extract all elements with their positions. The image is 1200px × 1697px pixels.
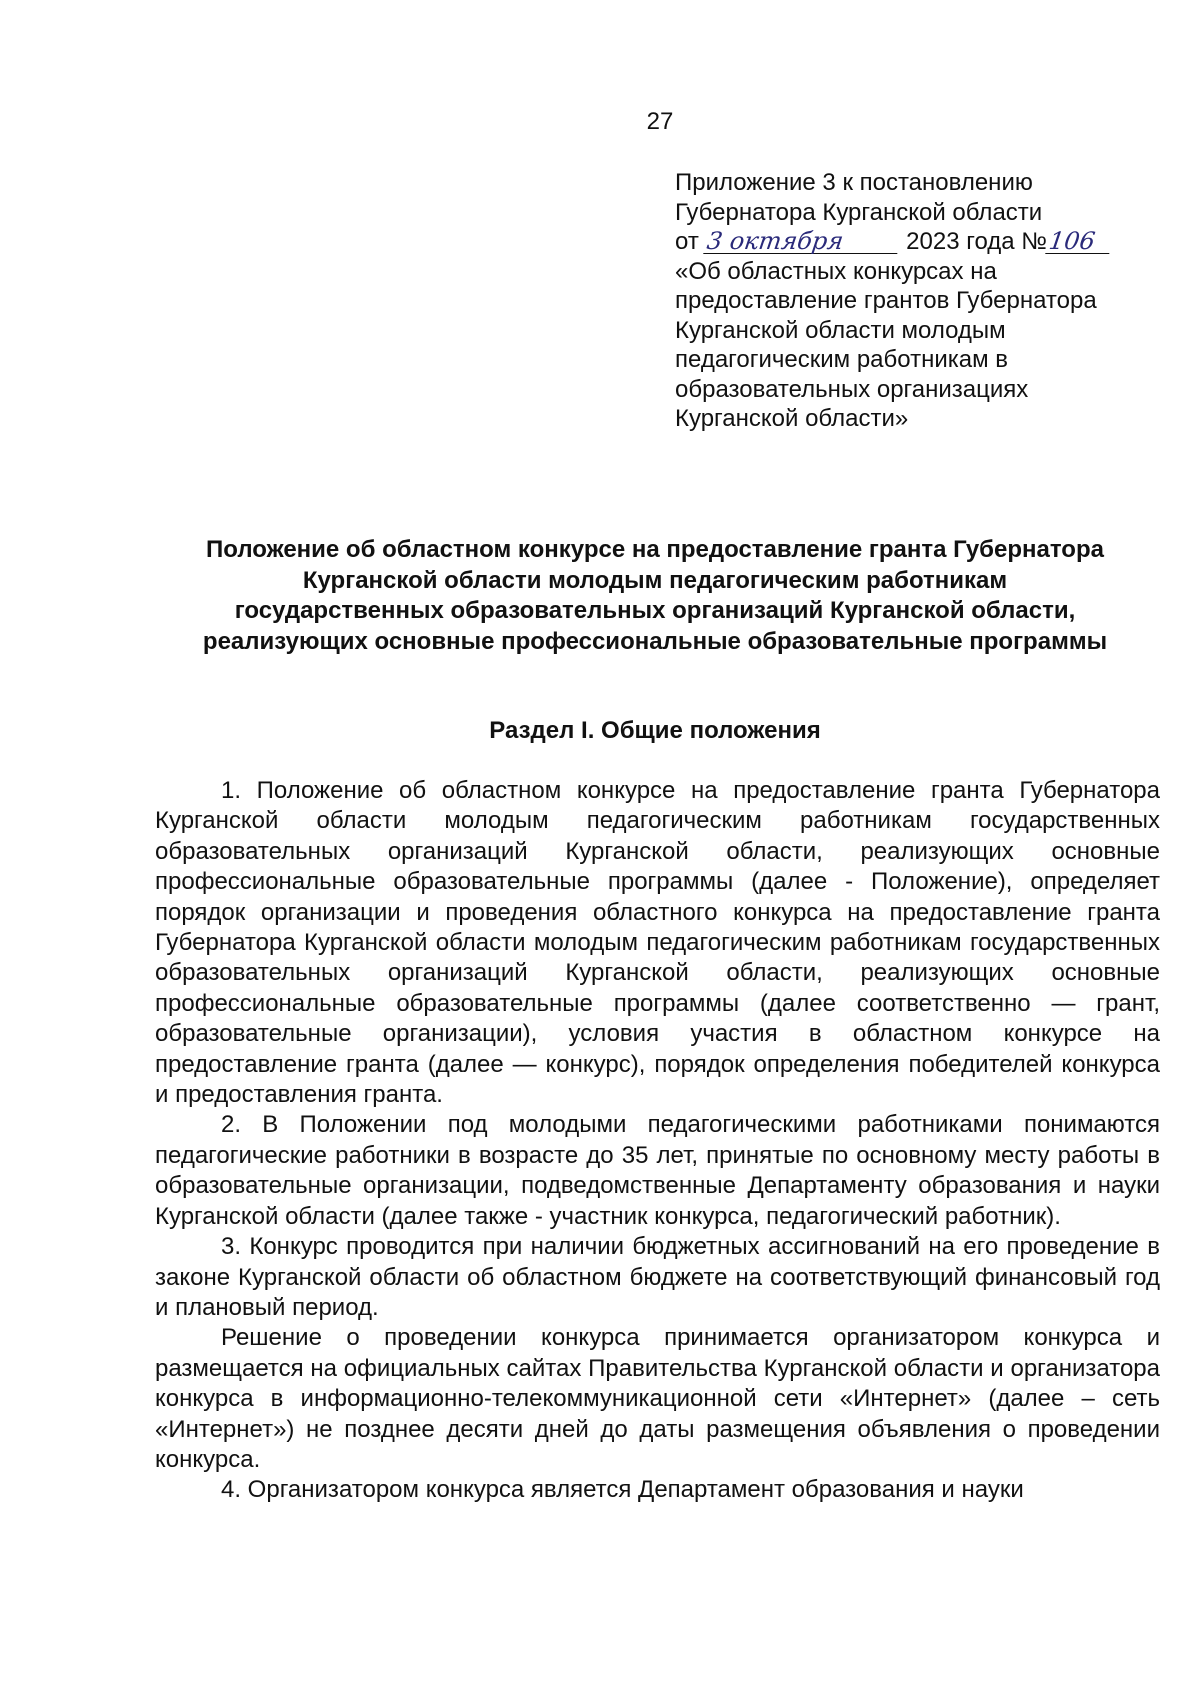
title-line-2: Курганской области молодым педагогическим работникам	[302, 566, 1008, 594]
title-line-4: реализующих основные профессиональные образовательные программы	[202, 627, 1108, 655]
document-title	[150, 535, 1160, 657]
appendix-line-9: Курганской области»	[675, 405, 909, 432]
title-line-1: Положение об областном конкурсе на предоставление гранта Губернатора	[206, 536, 1104, 563]
appendix-line-4: «Об областных конкурсах на	[675, 257, 997, 285]
paragraph-5: 4. Организатором конкурса является Департамент образования и науки	[221, 1476, 1024, 1504]
appendix-date-prefix: от	[675, 228, 699, 255]
paragraph-2: 2. В Положении под молодыми педагогическими работниками понимаются педагогические работники в возрасте до 35 лет, принятые по основному месту работы в образовательные организации, подведомственные Департаменту образования и науки Курганской области (далее также - участник конкурса, педагогический работник).	[155, 1111, 1160, 1230]
appendix-date-line	[675, 227, 1175, 257]
appendix-date-suffix: 2023 года №	[906, 228, 1048, 255]
appendix-block	[675, 168, 1175, 434]
handwritten-number: 106	[1045, 229, 1113, 254]
appendix-line-7: педагогическим работникам в	[675, 346, 1009, 373]
section-heading: Раздел I. Общие положения	[489, 717, 821, 744]
title-line-3: государственных образовательных организаций Курганской области,	[234, 597, 1076, 624]
appendix-line-5: предоставление грантов Губернатора	[675, 287, 1097, 314]
handwritten-date: 3 октября	[704, 229, 902, 254]
appendix-line-6: Курганской области молодым	[675, 316, 1006, 344]
appendix-line-8: образовательных организациях	[675, 375, 1029, 403]
body-text	[155, 776, 1160, 1506]
appendix-line-2: Губернатора Курганской области	[675, 198, 1043, 226]
paragraph-1: 1. Положение об областном конкурсе на предоставление гранта Губернатора Курганской области молодым педагогическим работникам государственных образовательных организаций Курганской области, реализующих основные профессиональные образовательные программы (далее - Положение), определяет порядок организации и проведения областного конкурса на предоставление гранта Губернатора Курганской области молодым педагогическим работникам государственных образовательных организаций Курганской области, реализующих основные профессиональные образовательные программы (далее соответственно — грант, образовательные организации), условия участия в областном конкурсе на предоставление гранта (далее — конкурс), порядок определения победителей конкурса и предоставления гранта.	[155, 777, 1160, 1109]
paragraph-4: Решение о проведении конкурса принимается организатором конкурса и размещается на официальных сайтах Правительства Курганской области и организатора конкурса в информационно-телекоммуникационной сети «Интернет» (далее – сеть «Интернет») не позднее десяти дней до даты размещения объявления о проведении конкурса.	[155, 1324, 1160, 1473]
appendix-line-1: Приложение 3 к постановлению	[675, 169, 1033, 196]
page-number: 27	[646, 108, 674, 135]
paragraph-3: 3. Конкурс проводится при наличии бюджетных ассигнований на его проведение в законе Курганской области об областном бюджете на соответствующий финансовый год и плановый период.	[155, 1233, 1160, 1321]
